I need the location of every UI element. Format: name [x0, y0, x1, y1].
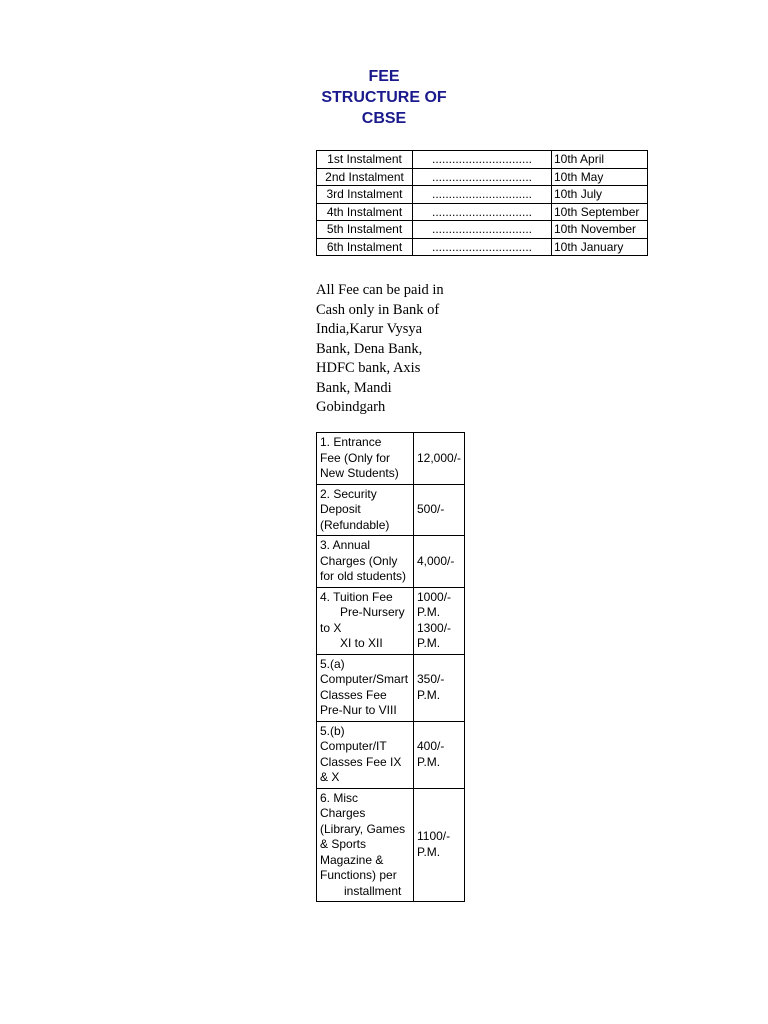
fee-amount-line: P.M. — [417, 844, 441, 859]
table-row — [317, 433, 465, 485]
fee-amount — [414, 484, 465, 536]
fee-amount — [414, 587, 465, 654]
fee-item-line: Fee (Only for — [320, 450, 391, 465]
table-row — [317, 536, 465, 588]
table-row — [317, 186, 648, 204]
fee-item-line: New Students) — [320, 466, 399, 480]
fee-item-line: to X — [320, 620, 342, 635]
note-line: HDFC bank, Axis — [316, 360, 421, 376]
fee-amount — [414, 433, 465, 485]
fee-amount-line: P.M. — [417, 605, 441, 619]
instalment-amount-blank: .............................. — [413, 221, 552, 239]
fee-item-line: (Library, Games — [320, 821, 406, 836]
fee-item — [317, 721, 414, 788]
instalment-amount-blank: .............................. — [413, 168, 552, 186]
instalment-name: 2nd Instalment — [317, 168, 413, 186]
fee-amount-line: 500/- — [417, 502, 445, 516]
note-line: Cash only in Bank of — [316, 301, 440, 318]
fee-item-line: 4. Tuition Fee — [320, 589, 393, 604]
fee-item-line: 1. Entrance — [320, 435, 382, 449]
table-row — [317, 221, 648, 239]
fee-item — [317, 433, 414, 485]
table-row — [317, 203, 648, 221]
instalment-date: 10th September — [552, 203, 648, 221]
fee-amount-line: P.M. — [417, 636, 441, 650]
instalment-name: 4th Instalment — [317, 203, 413, 221]
table-row — [317, 484, 465, 536]
fee-amount-line: P.M. — [417, 687, 441, 702]
fee-item-line: 3. Annual — [320, 538, 371, 552]
fee-item — [317, 788, 414, 902]
fee-item-line: for old students) — [320, 569, 407, 583]
table-row — [317, 587, 465, 654]
fee-amount — [414, 654, 465, 721]
table-row — [317, 654, 465, 721]
fee-amount-line: 400/- — [417, 739, 445, 753]
fee-item-line: Deposit — [320, 502, 361, 516]
fee-amount-line: 1300/- — [417, 620, 452, 635]
instalment-date: 10th January — [552, 238, 648, 256]
fee-item-line: 6. Misc — [320, 790, 359, 805]
fee-item-line: Functions) per — [320, 868, 397, 882]
note-line: India,Karur Vysya — [316, 321, 423, 337]
fee-item — [317, 536, 414, 588]
table-row — [317, 788, 465, 902]
page-title — [317, 66, 451, 129]
instalment-amount-blank: .............................. — [413, 186, 552, 204]
fee-item-line: installment — [344, 883, 402, 898]
fee-item-line: XI to XII — [340, 636, 383, 650]
fee-item-line: & Sports — [320, 837, 367, 851]
fee-amount-line: 1000/- — [417, 589, 452, 604]
fee-amount — [414, 788, 465, 902]
note-line: Gobindgarh — [316, 399, 386, 415]
instalment-name: 5th Instalment — [317, 221, 413, 239]
instalment-date: 10th November — [552, 221, 648, 239]
note-line: Bank, Mandi — [316, 379, 392, 396]
fee-item-line: (Refundable) — [320, 517, 390, 532]
note-line: Bank, Dena Bank, — [316, 340, 423, 357]
fee-item — [317, 484, 414, 536]
fee-item-line: Classes Fee — [320, 687, 387, 702]
fee-item-line: Pre-Nur to VIII — [320, 703, 397, 717]
instalment-amount-blank: .............................. — [413, 151, 552, 169]
instalment-date: 10th May — [552, 168, 648, 186]
note-line: All Fee can be paid in — [316, 282, 444, 298]
table-row — [317, 721, 465, 788]
instalment-schedule-table — [316, 150, 648, 256]
title-line-1: FEE — [368, 68, 400, 85]
instalment-name: 1st Instalment — [317, 151, 413, 169]
fee-item-line: Computer/Smart — [320, 672, 409, 686]
instalment-name: 3rd Instalment — [317, 186, 413, 204]
table-row — [317, 168, 648, 186]
fee-amount — [414, 721, 465, 788]
instalment-amount-blank: .............................. — [413, 238, 552, 256]
fee-amount-line: 4,000/- — [417, 553, 455, 568]
fee-item-line: Magazine & — [320, 852, 384, 867]
title-line-2: STRUCTURE OF — [321, 89, 447, 106]
fee-amount-line: 1100/- — [417, 829, 451, 844]
fee-item-line: 5.(b) — [320, 723, 345, 738]
fee-amount — [414, 536, 465, 588]
table-row — [317, 238, 648, 256]
fee-item-line: Pre-Nursery — [340, 605, 405, 619]
instalment-amount-blank: .............................. — [413, 203, 552, 221]
instalment-date: 10th April — [552, 151, 648, 169]
fee-item-line: Classes Fee IX — [320, 754, 402, 769]
fee-item — [317, 654, 414, 721]
fee-item-line: 2. Security — [320, 486, 377, 501]
fee-item-line: Computer/IT — [320, 739, 387, 753]
fee-item-line: 5.(a) — [320, 656, 345, 671]
title-line-3: CBSE — [361, 110, 407, 127]
fee-details-table — [316, 432, 465, 902]
fee-item-line: & X — [320, 770, 340, 784]
instalment-name: 6th Instalment — [317, 238, 413, 256]
fee-amount-line: 12,000/- — [417, 450, 462, 465]
fee-item — [317, 587, 414, 654]
payment-note — [316, 281, 461, 418]
fee-item-line: Charges (Only — [320, 553, 398, 568]
table-row — [317, 151, 648, 169]
instalment-date: 10th July — [552, 186, 648, 204]
fee-item-line: Charges — [320, 806, 366, 820]
fee-amount-line: 350/- — [417, 672, 445, 686]
fee-amount-line: P.M. — [417, 754, 441, 769]
